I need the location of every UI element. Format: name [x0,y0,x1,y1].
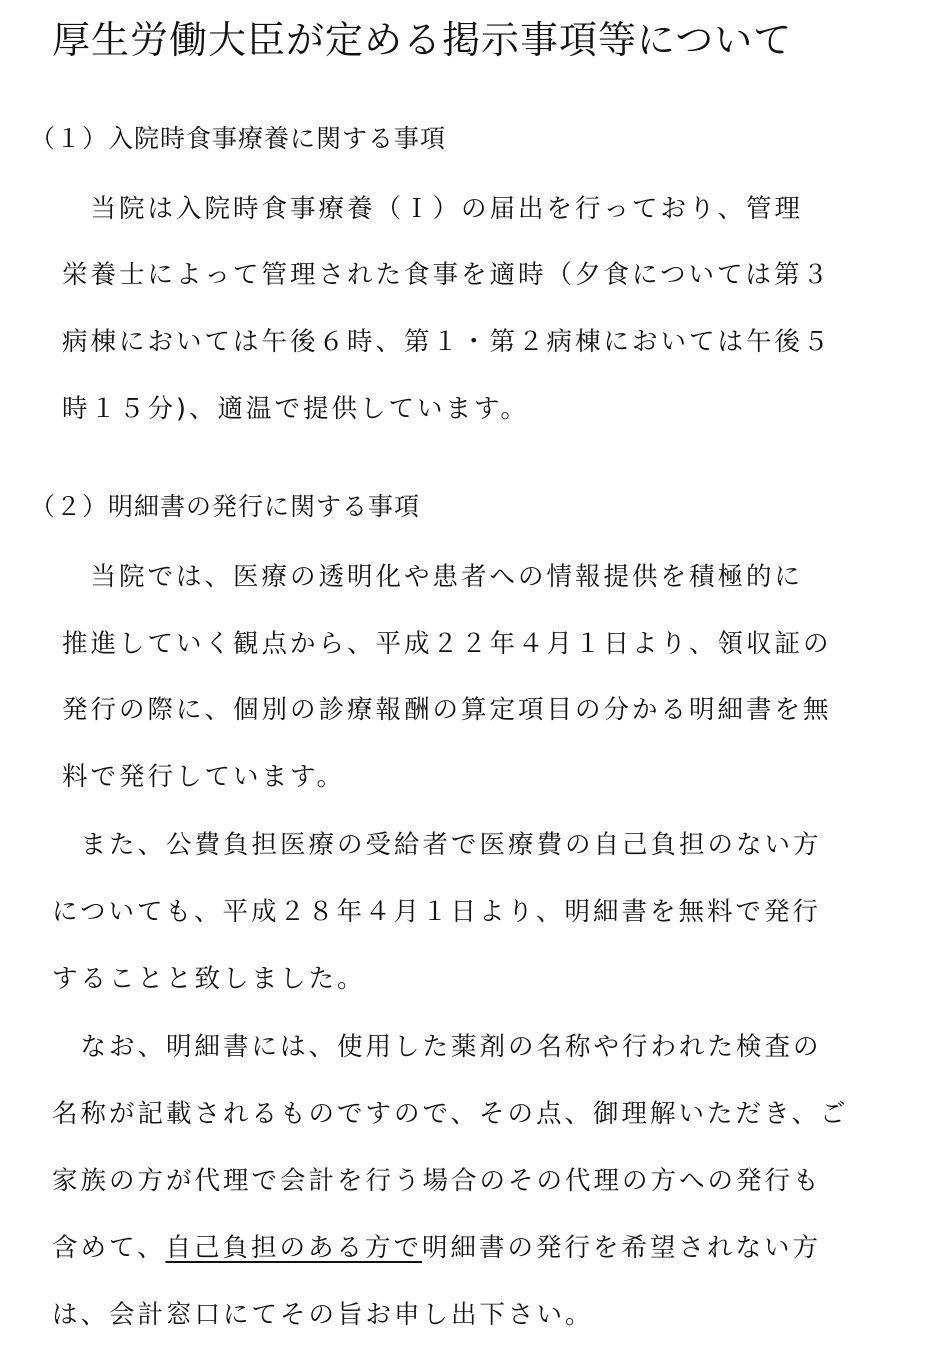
section-2-para2-line-2: についても、平成２８年４月１日より、明細書を無料で発行 [52,897,821,927]
section-2-para2-line-1: また、公費負担医療の受給者で医療費の自己負担のない方 [52,830,822,860]
section-2-para1-line-3: 発行の際に、個別の診療報酬の算定項目の分かる明細書を無 [62,695,832,725]
section-2-para3-line-4 [52,1231,821,1265]
section-1-line-1: 当院は入院時食事療養（Ｉ）の届出を行っており、管理 [62,194,804,224]
section-2-para1-line-2: 推進していく観点から、平成２２年４月１日より、領収証の [62,629,832,659]
underlined-phrase: 自己負担のある方で [165,1233,423,1263]
section-2-para3-line-3: 家族の方が代理で会計を行う場合のその代理の方への発行も [52,1166,822,1196]
section-2-para3-line-5: は、会計窓口にてその旨お申し出下さい。 [52,1300,594,1330]
section-2-para1-line-1: 当院では、医療の透明化や患者への情報提供を積極的に [62,562,804,592]
line-text-after: 明細書の発行を希望されない方 [422,1233,822,1263]
section-1-line-2: 栄養士によって管理された食事を適時（夕食については第３ [62,260,831,290]
section-2-para3-line-1: なお、明細書には、使用した薬剤の名称や行われた検査の [52,1032,822,1062]
section-2-para3-line-2: 名称が記載されるものですので、その点、御理解いただき、ご [52,1099,849,1129]
section-2-heading: （２）明細書の発行に関する事項 [30,492,421,521]
page-title: 厚生労働大臣が定める掲示事項等について [52,18,793,62]
section-1-heading: （１）入院時食事療養に関する事項 [30,124,447,153]
line-text-before: 含めて、 [52,1233,166,1263]
section-1-line-3: 病棟においては午後６時、第１・第２病棟においては午後５ [62,327,832,357]
section-1-line-4: 時１５分)、適温で提供しています。 [62,394,529,424]
section-2-para1-line-4: 料で発行しています。 [62,762,345,792]
section-2-para2-line-3: することと致しました。 [52,964,366,994]
